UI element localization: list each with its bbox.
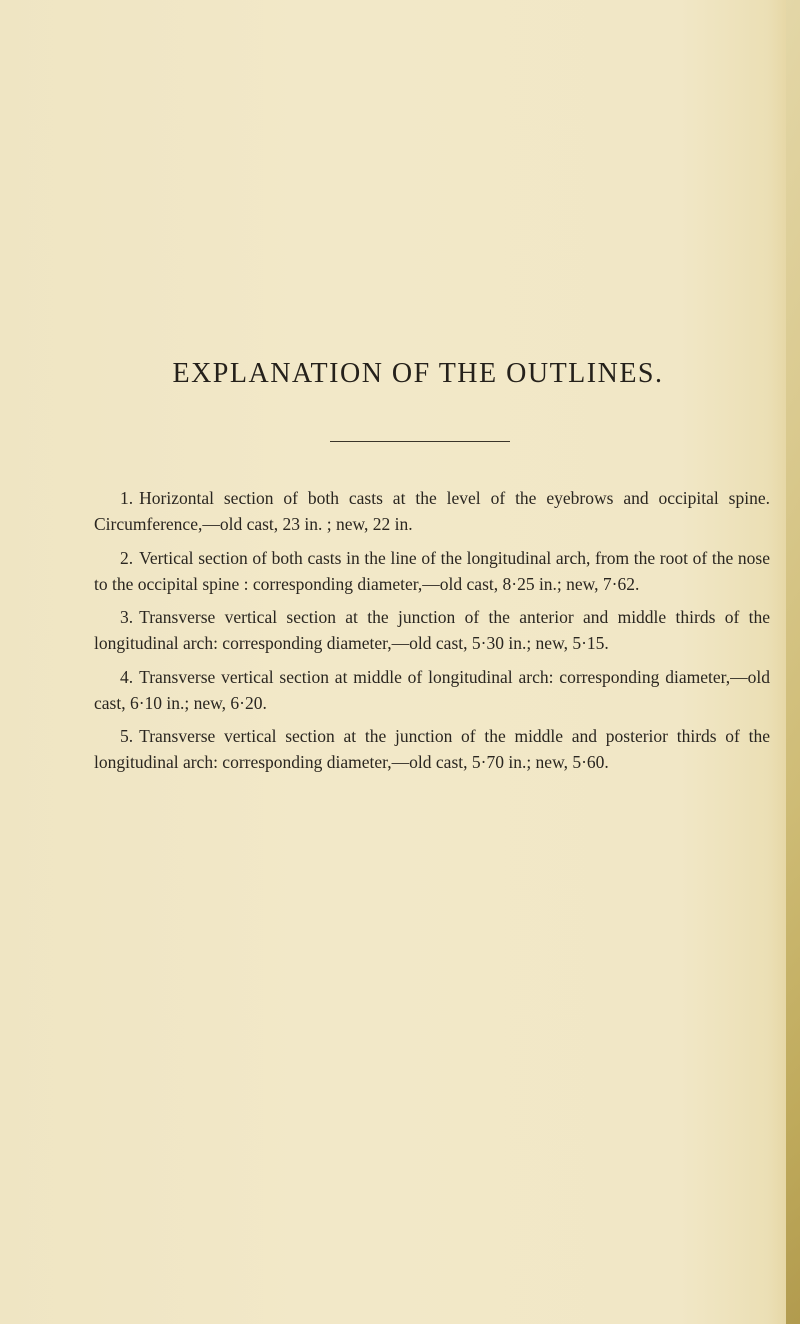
outline-item-3 bbox=[94, 604, 770, 656]
item-text: Horizontal section of both casts at the level of the eyebrows and occipital spine. Circumference,—old cast, 23 in. ; new, 22 in. bbox=[94, 488, 770, 534]
outline-item-1 bbox=[94, 485, 770, 537]
title-divider bbox=[330, 441, 510, 442]
item-text: Transverse vertical section at middle of longitudinal arch: corresponding diameter,—old cast, 6·10 in.; new, 6·20. bbox=[94, 666, 770, 713]
item-number: 4. bbox=[120, 666, 134, 687]
page-title: EXPLANATION OF THE OUTLINES. bbox=[172, 358, 664, 389]
item-text: Transverse vertical section at the junction of the middle and posterior thirds of the longitudinal arch: corresponding diameter,—old cast, 5·70 in.; new, 5·60. bbox=[94, 726, 770, 772]
outline-item-2 bbox=[94, 545, 770, 597]
outline-item-4 bbox=[94, 664, 770, 716]
page-edge-shadow bbox=[786, 0, 800, 1324]
outline-item-5 bbox=[94, 723, 770, 775]
item-number: 1. bbox=[120, 488, 134, 508]
outline-list bbox=[94, 485, 770, 783]
item-text: Transverse vertical section at the junction of the anterior and middle thirds of the longitudinal arch: corresponding diameter,—old cast, 5·30 in.; new, 5·15. bbox=[94, 607, 770, 653]
item-number: 3. bbox=[120, 607, 134, 627]
item-number: 2. bbox=[120, 547, 134, 568]
item-number: 5. bbox=[120, 726, 134, 746]
item-text: Vertical section of both casts in the line of the longitudinal arch, from the root of the nose to the occipital spine : corresponding diameter,—old cast, 8·25 in.; new, 7·62. bbox=[94, 547, 770, 594]
